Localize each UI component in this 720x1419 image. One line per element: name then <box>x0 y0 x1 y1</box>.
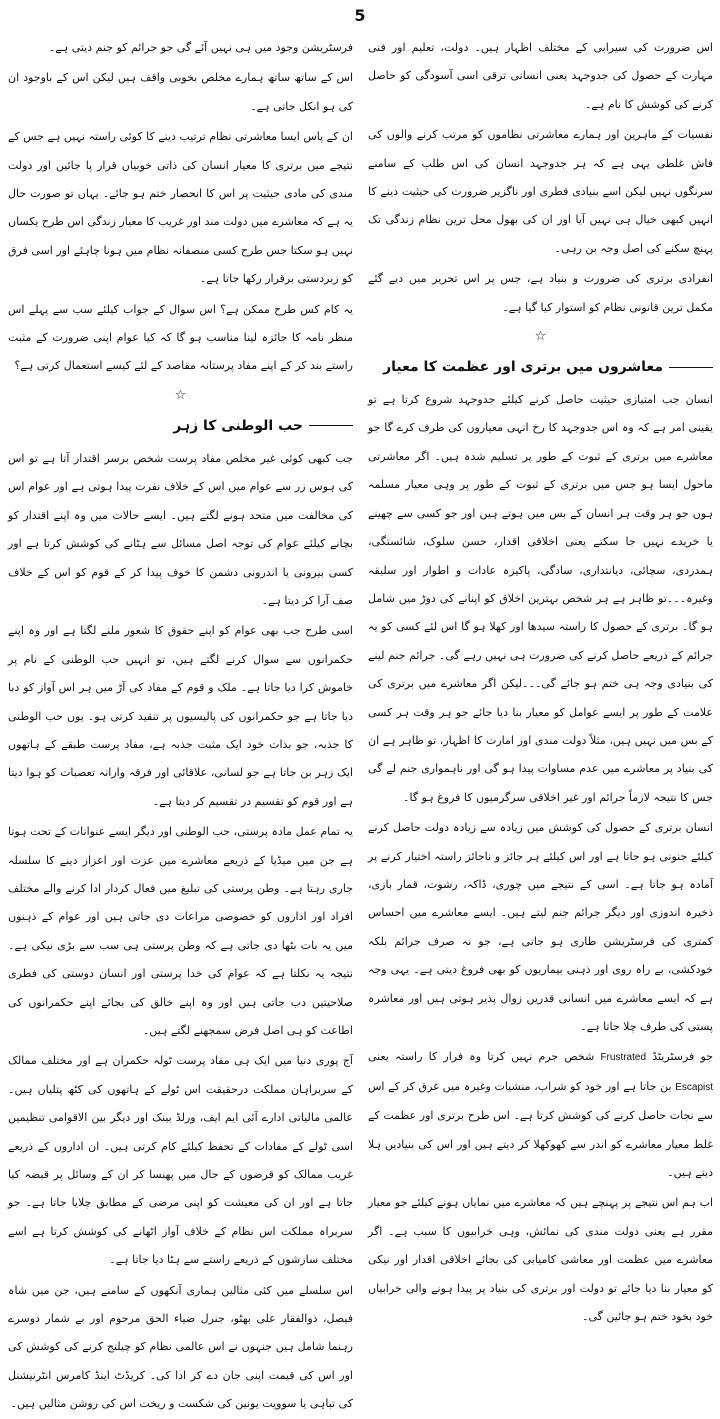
paragraph: یہ کام کس طرح ممکن ہے؟ اس سوال کے جواب کیلئے سب سے پہلے اس منظر نامہ کا جائزہ لینا مناسب ہو گا کہ کیا عوام اپنی ضرورت کے مثبت راستے بند کر کے اپنے مفاد پرستانہ مقاصد کے لئے کیسے استعمال کرتی ہے؟ <box>8 302 353 373</box>
section-heading-text: معاشروں میں برتری اور عظمت کا معیار <box>383 359 663 376</box>
paragraph-text: شخص جرم نہیں کرتا وہ فرار کا راستہ یعنی <box>368 1050 595 1064</box>
english-term-frustrated: Frustrated <box>600 1052 647 1064</box>
paragraph: اسی طرح جب بھی عوام کو اپنے حقوق کا شعور ملنے لگتا ہے اور وہ اپنے حکمرانوں سے سوال کرنے لگتے ہیں، تو انہیں حب الوطنی کے نام پر خاموش کرا دیا جاتا ہے۔ ملک و قوم کے مفاد کی آڑ میں ہر اس آواز کو دبا دیا جاتا ہے جو حکمرانوں کی پالیسیوں پر تنقید کرتی ہو۔ یوں حب الوطنی کا جذبہ، جو بذات خود ایک مثبت جذبہ ہے، مفاد پرست طبقے کے ہاتھوں ایک زہر بن جاتا ہے جو لسانی، علاقائی اور فرقہ وارانہ تعصبات کو ہوا دیتا ہے اور قوم کو تقسیم در تقسیم کر دیتا ہے۔ <box>8 624 353 808</box>
heading-rule <box>669 367 713 368</box>
paragraph: فرسٹریشن وجود میں ہی نہیں آئے گی جو جرائم کو جنم دیتی ہے۔ <box>48 41 353 54</box>
paragraph: آج پوری دنیا میں ایک ہی مفاد پرست ٹولہ حکمران ہے اور مختلف ممالک کے سربراہان مملکت درحقیقت اس ٹولے کے ہاتھوں کی کٹھ پتلیاں ہیں۔ عالمی مالیاتی ادارے آئی ایم ایف، ورلڈ بینک اور دیگر بین الاقوامی تنظیمیں اسی ٹولے کے مفادات کے تحفظ کیلئے کام کرتی ہیں۔ ان اداروں کے ذریعے غریب ممالک کو قرضوں کے جال میں پھنسا کر ان کے وسائل پر قبضہ کیا جاتا ہے اور ان کی معیشت کو اپنی مرضی کے مطابق چلایا جاتا ہے۔ جو سربراہ مملکت اس نظام کے خلاف آواز اٹھانے کی کوشش کرتا ہے اسے مختلف سازشوں کے ذریعے راستے سے ہٹا دیا جاتا ہے۔ <box>8 1054 353 1267</box>
section-divider-star: ☆ <box>534 329 547 345</box>
paragraph: اس ضرورت کی سیرابی کے مختلف اظہار ہیں۔ دولت، تعلیم اور فنی مہارت کے حصول کی جدوجہد یعنی انسانی ترقی اسی آسودگی کو حاصل کرنے کی کوشش کا نام ہے۔ <box>368 41 713 111</box>
paragraph: جب کبھی کوئی غیر مخلص مفاد پرست شخص برسر اقتدار آتا ہے تو اس کی ہوس زر سے عوام میں اس کے خلاف نفرت پیدا ہوتی ہے اور عوام اس کی مخالفت میں متحد ہونے لگتے ہیں۔ ایسے حالات میں وہ اپنے اقتدار کو بچانے کیلئے عوام کی توجہ اصل مسائل سے ہٹانے کی کوشش کرتا ہے اور کسی بیرونی یا اندرونی دشمن کا خوف پیدا کر کے قوم کو اس کے خلاف صف آرا کر دیتا ہے۔ <box>8 451 353 607</box>
english-term-escapist: Escapist <box>675 1081 714 1093</box>
paragraph: انفرادی برتری کی ضرورت و بنیاد ہے، جس پر اس تحریر میں دیے گئے مکمل ترین قانونی نظام کو استوار کیا گیا ہے۔ <box>368 272 713 314</box>
paragraph: اس کے ساتھ ساتھ ہمارے مخلص بخوبی واقف ہیں لیکن اس کے باوجود ان کی ہو انکل جاتی ہے۔ <box>8 71 353 113</box>
paragraph: ان کے پاس ایسا معاشرتی نظام ترتیب دینے کا کوئی راستہ نہیں ہے جس کے نتیجے میں برتری کا معیار انسان کی ذاتی خوبیاں قرار پا جائیں اور دولت مندی کی مادی حیثیت پر اس کا انحصار ختم ہو جائے۔ یہاں تو صورت حال یہ ہے کہ معاشرے میں دولت مند اور غریب کا معیار زندگی اس طرح یکساں نہیں ہو سکتا جس طرح کسی منصفانہ نظام میں ہونا چاہئے اور اسی فرق کو زبردستی برقرار رکھا جاتا ہے۔ <box>8 130 353 286</box>
paragraph-text: جو فرسٹریٹڈ <box>652 1050 713 1064</box>
paragraph: یہ تمام عمل مادہ پرستی، حب الوطنی اور دیگر ایسے عنوانات کے تحت ہوتا ہے جن میں میڈیا کے ذریعے معاشرے میں عزت اور اعزاز دینے کا سلسلہ جاری رہتا ہے۔ وطن پرستی کی تبلیغ میں فعال کردار ادا کرنے والے مختلف افراد اور اداروں کو خصوصی مراعات دی جاتی ہیں اور عوام کے ذہنوں میں یہ بات بٹھا دی جاتی ہے کہ وطن پرستی ہی سب سے بڑی نیکی ہے۔ نتیجہ یہ نکلتا ہے کہ عوام کی خدا پرستی اور انسان دوستی کی فطری صلاحیتیں دب جاتی ہیں اور وہ اپنے خالق کی بجائے اپنے حکمرانوں کی اطاعت کو ہی اصل فرض سمجھنے لگتے ہیں۔ <box>8 825 353 1037</box>
paragraph: اس سلسلے میں کئی مثالیں ہماری آنکھوں کے سامنے ہیں، جن میں شاہ فیصل، ذوالفقار علی بھٹو، جنرل ضیاء الحق مرحوم اور بے شمار دوسرے رہنما شامل ہیں جنہوں نے اس عالمی نظام کو چیلنج کرنے کی کوشش کی اور اس کی قیمت اپنی جان دے کر ادا کی۔ کریڈٹ اینڈ کامرس انٹرنیشنل کی تباہی یا سوویت یونین کی شکست و ریخت اس کی روشن مثالیں ہیں۔ <box>8 1283 353 1411</box>
right-column <box>368 34 714 1324</box>
heading-rule <box>309 425 353 426</box>
paragraph <box>368 1043 713 1187</box>
paragraph: انسان برتری کے حصول کی کوشش میں زیادہ سے زیادہ دولت حاصل کرنے کیلئے جنونی ہو جاتا ہے اور اس کیلئے ہر جائز و ناجائز راستہ اختیار کرنے پر آمادہ ہو جاتا ہے۔ اسی کے نتیجے میں چوری، ڈاکہ، رشوت، قمار بازی، ذخیرہ اندوزی اور دیگر جرائم جنم لیتے ہیں۔ ایسے معاشرے میں احساس کمتری کی فرسٹریشن طاری ہو جاتی ہے، جو نہ صرف جرائم بلکہ خودکشی، بے راہ روی اور ذہنی بیماریوں کو بھی فروغ دیتی ہے۔ یہی وجہ ہے کہ ایسے معاشرے میں انسانی قدریں زوال پذیر ہوتی ہیں اور معاشرہ پستی کی طرف چلا جاتا ہے۔ <box>368 821 713 1033</box>
paragraph: اب ہم اس نتیجے پر پہنچے ہیں کہ معاشرے میں نمایاں ہونے کیلئے جو معیار مقرر ہے یعنی دولت مندی کی نمائش، وہی خرابیوں کا سبب ہے۔ اگر معاشرے میں عظمت اور معاشی کامیابی کی بجائے اخلاقی اقدار اور نیکی کو معیار بنا دیا جائے تو دولت اور برتری کی بنیاد پر پیدا ہونے والی خرابیاں خود بخود ختم ہو جائیں گی۔ <box>368 1196 713 1324</box>
paragraph: نفسیات کے ماہرین اور ہمارے معاشرتی نظاموں کو مرتب کرنے والوں کی فاش غلطی یہی ہے کہ ہر جدوجہد انسان کی اس طلب کے سامنے سرنگوں نہیں لیکن اسے بنیادی فطری اور ناگزیر ضرورت کی حیثیت دینے کا انہیں کبھی خیال ہی نہیں آیا اور ان کی بھول محل ترین نظام زندگی تک پہنچ سکنے کی اصل وجہ بن رہی۔ <box>368 128 713 255</box>
page-number: 5 <box>354 6 366 25</box>
section-heading-text: حب الوطنی کا زہر <box>173 417 303 434</box>
left-column <box>8 34 353 1411</box>
paragraph: انسان جب امتیازی حیثیت حاصل کرنے کیلئے جدوجہد شروع کرتا ہے تو یقینی امر ہے کہ وہ اس جدوجہد کا رخ انہی معیاروں کی طرف کرے گا جو معاشرے میں برتری کے ثبوت کے طور پر تسلیم شدہ ہیں۔ اگر معاشرتی ماحول ایسا ہو جس میں برتری کے ثبوت کے طور پر وہی معیار مسلمہ ہوں جو ہر وقت ہر انسان کے بس میں ہوتے ہیں اور جو کسی سے چھینے یا خریدے نہیں جا سکتے یعنی اخلاقی اقدار، حسن سلوک، شائستگی، ہمدردی، سچائی، دیانتداری، سادگی، پاکیزہ عادات و اطوار اور سلیقہ وغیرہ۔۔۔تو ظاہر ہے ہر شخص بہترین اخلاق کو اپنانے کی دوڑ میں شامل ہو گا۔ برتری کے حصول کا راستہ سیدھا اور کھلا ہو گا اس لئے کسی کو یہ جرائم کے ذریعے حاصل کرنے کی ضرورت ہی نہیں رہے گی۔ جرائم جنم لینے کی بنیادی وجہ ہی ختم ہو جائے گی۔۔۔لیکن اگر معاشرے میں برتری کی علامت کے طور پر ایسے عوامل کو معیار بنا دیا جائے جو ہر وقت ہر کسی کے بس میں نہیں ہیں، مثلاً دولت مندی اور امارت کا اظہار، تو ظاہر ہے ان کی بنیاد پر معاشرے میں عدم مساوات پیدا ہو گی اور ناہمواری جنم لے گی جس کا نتیجہ لازماً جرائم اور غیر اخلاقی سرگرمیوں کا فروغ ہو گا۔ <box>368 393 713 804</box>
section-divider-star: ☆ <box>174 387 187 403</box>
section-heading <box>368 352 713 382</box>
paragraph-text: بن جاتا ہے اور خود کو شراب، منشیات وغیرہ میں غرق کر کے اس سے نجات حاصل کرنے کی کوشش کرتا ہے۔ اس طرح برتری اور عظمت کے غلط معیار معاشرے کو اندر سے کھوکھلا کر دیتے ہیں اور اس کی بنیادیں ہلا دیتے ہیں۔ <box>368 1079 713 1180</box>
section-heading <box>8 411 353 441</box>
